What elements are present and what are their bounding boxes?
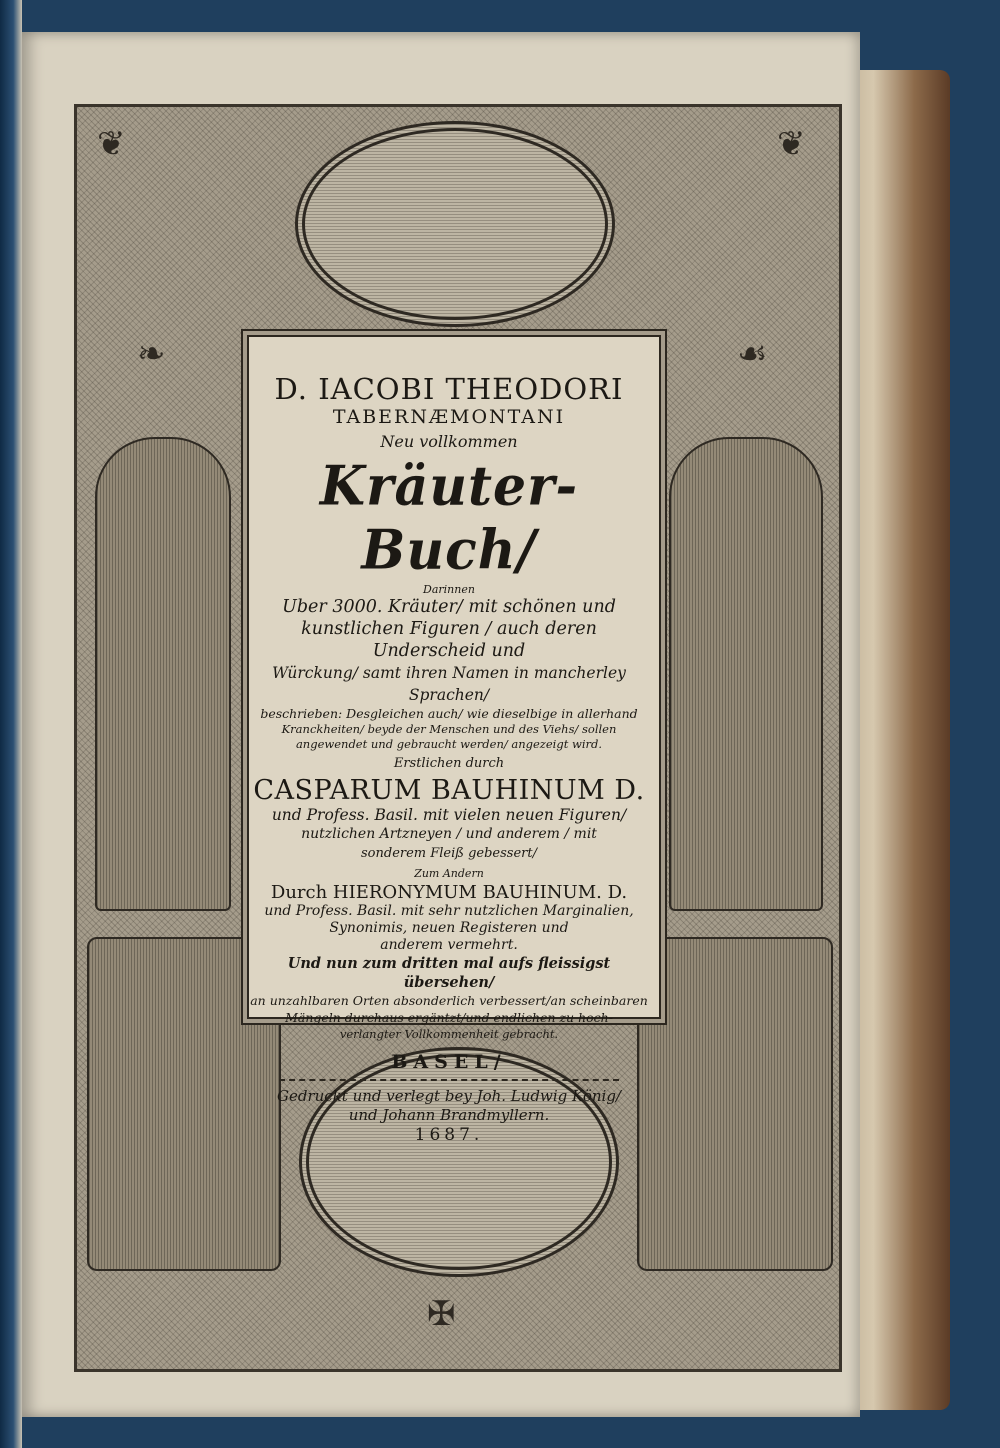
crest-ornament-icon: ✠ bbox=[427, 1294, 456, 1334]
publication-year: 1687. bbox=[414, 1125, 484, 1145]
author-line-1: D. IACOBI THEODORI bbox=[274, 372, 624, 406]
darinnen-label: Darinnen bbox=[423, 583, 475, 596]
description-line: Kranckheiten/ beyde der Menschen und des Viehs/ sollen bbox=[281, 722, 617, 736]
bottom-garden-engraving bbox=[299, 1047, 619, 1277]
imprint-line: und Johann Brandmyllern. bbox=[348, 1106, 550, 1124]
editor-1-desc-line: sonderem Fleiß gebessert/ bbox=[361, 846, 537, 861]
right-figure-engraving bbox=[669, 437, 823, 911]
book-binding bbox=[0, 0, 22, 1448]
editor-2-desc-line: und Profess. Basil. mit sehr nutzlichen Marginalien, bbox=[264, 903, 634, 919]
subtitle: Neu vollkommen bbox=[380, 432, 518, 451]
title-text-block bbox=[244, 332, 654, 1145]
place-of-publication: BASEL/ bbox=[391, 1051, 507, 1073]
imprint-line: Gedruckt und verlegt bey Joh. Ludwig König/ bbox=[276, 1087, 621, 1105]
top-oval-engraving bbox=[295, 121, 615, 327]
editor-2-desc-line: anderem vermehrt. bbox=[380, 937, 518, 953]
description-line: angewendet und gebraucht werden/ angezeigt wird. bbox=[295, 737, 603, 751]
flower-ornament-icon: ❦ bbox=[97, 124, 126, 164]
scroll-ornament-icon: ☙ bbox=[737, 334, 768, 374]
author-line-2: TABERNÆMONTANI bbox=[332, 406, 566, 428]
zum-andern-label: Zum Andern bbox=[414, 867, 484, 880]
editor-1-name: CASPARUM BAUHINUM D. bbox=[253, 775, 645, 806]
editor-1-desc-line: und Profess. Basil. mit vielen neuen Figuren/ bbox=[271, 806, 627, 824]
editor-2-desc-line: Synonimis, neuen Registeren und bbox=[329, 920, 569, 936]
left-figure-engraving bbox=[95, 437, 231, 911]
editor-2-name: Durch HIERONYMUM BAUHINUM. D. bbox=[270, 882, 628, 903]
description-line: kunstlichen Figuren / auch deren Underscheid und bbox=[301, 619, 597, 661]
third-edition-line: an unzahlbaren Orten absonderlich verbessert/an scheinbaren bbox=[250, 993, 648, 1008]
bottom-right-scene-engraving bbox=[637, 937, 833, 1271]
third-edition-line: Und nun zum dritten mal aufs fleissigst übersehen/ bbox=[287, 955, 611, 991]
scroll-ornament-icon: ❧ bbox=[137, 334, 166, 374]
book-title: Kräuter-Buch/ bbox=[319, 453, 579, 583]
description-line: beschrieben: Desgleichen auch/ wie dieselbige in allerhand bbox=[260, 706, 638, 721]
third-edition-line: Mängeln durchaus ergäntzt/und endlichen zu hoch- bbox=[285, 1010, 613, 1025]
description-line: Uber 3000. Kräuter/ mit schönen und bbox=[282, 597, 616, 617]
flower-ornament-icon: ❦ bbox=[777, 124, 806, 164]
title-page bbox=[22, 32, 860, 1417]
divider-rule bbox=[279, 1079, 619, 1081]
description-line: Würckung/ samt ihren Namen in mancherley Sprachen/ bbox=[272, 664, 626, 704]
editor-1-desc-line: nutzlichen Artzneyen / und anderem / mit bbox=[301, 826, 597, 842]
third-edition-line: verlangter Vollkommenheit gebracht. bbox=[339, 1027, 559, 1041]
erstlich-label: Erstlichen durch bbox=[393, 756, 505, 771]
